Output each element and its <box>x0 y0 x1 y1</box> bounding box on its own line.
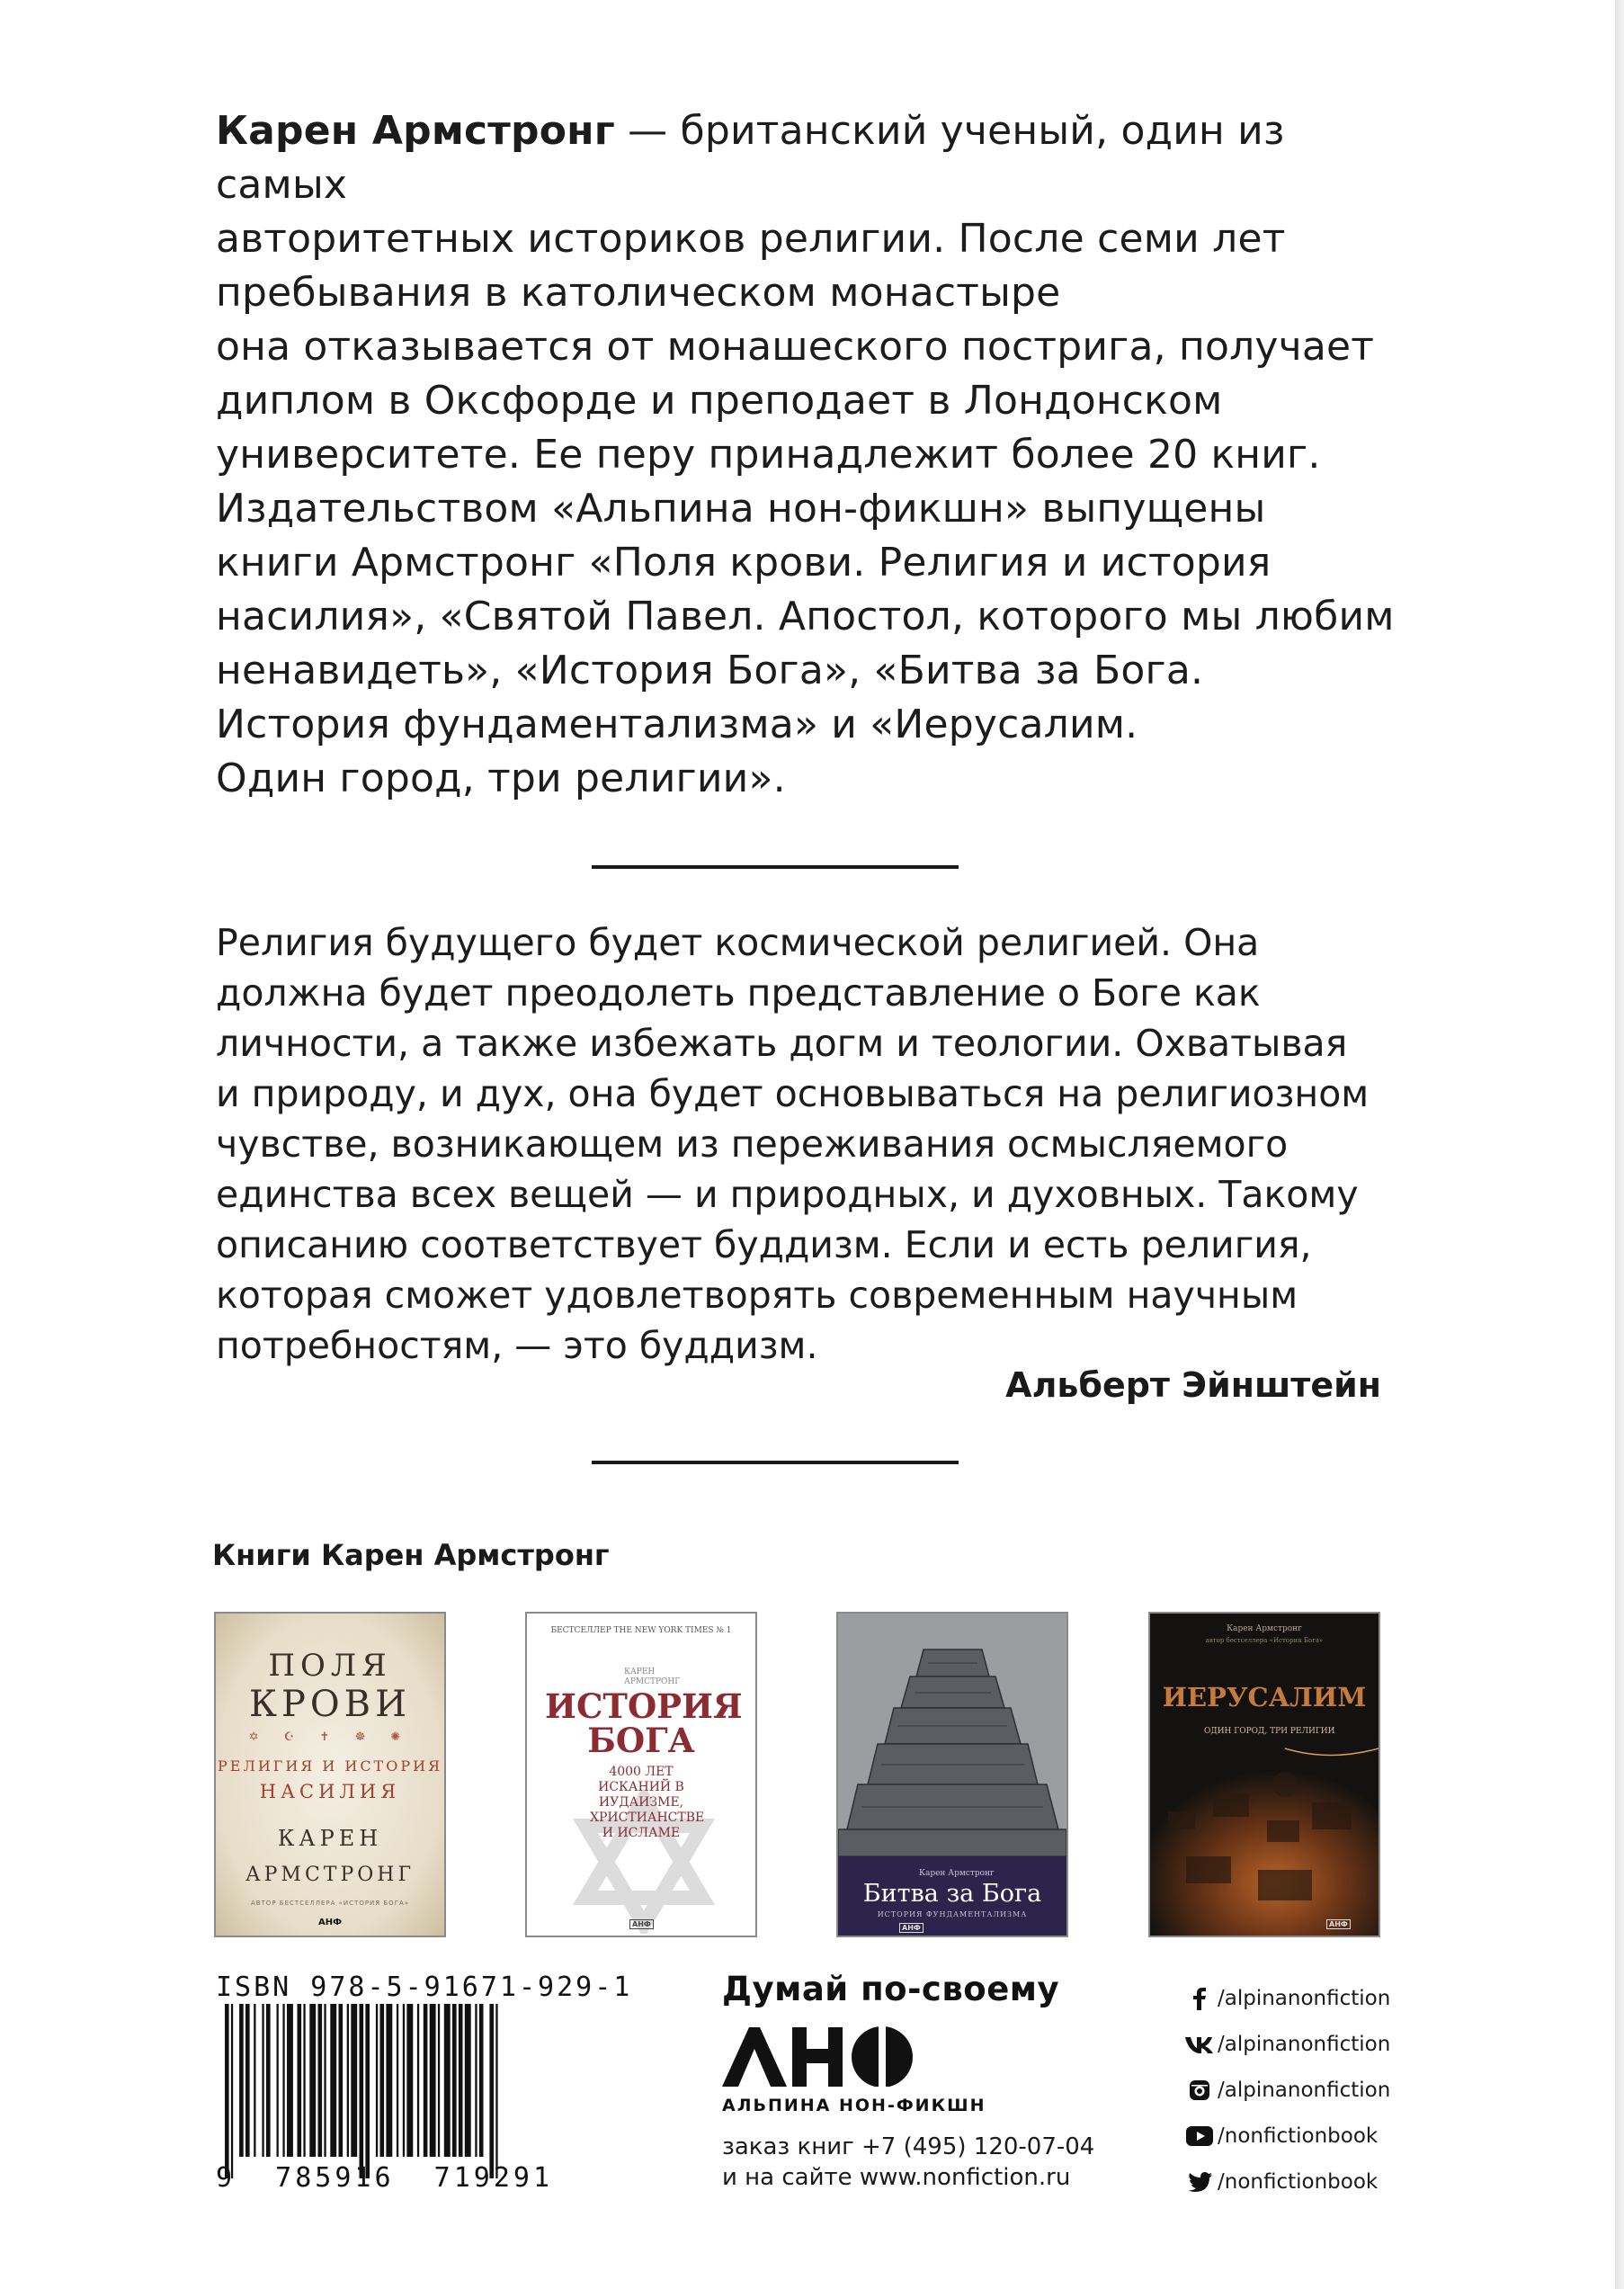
order-phone: заказ книг +7 (495) 120-07-04 <box>722 2133 1095 2160</box>
bio-author-name: Карен Армстронг <box>216 108 615 154</box>
cover-title: Битва за Бога <box>862 1880 1042 1908</box>
barcode-bar <box>239 2004 244 2157</box>
divider-bottom <box>592 1461 959 1464</box>
barcode-bar <box>430 2004 436 2157</box>
book-cover-history-of-god <box>525 1612 757 1937</box>
barcode-bar <box>459 2004 463 2157</box>
quote-line: описанию соответствует буддизм. Если и есть религия, <box>216 1223 1312 1266</box>
bio-line: университете. Ее перу принадлежит более 20 книг. <box>216 432 1321 478</box>
barcode-bar <box>231 2004 233 2178</box>
quote-line: которая сможет удовлетворять современным научным <box>216 1274 1298 1317</box>
barcode-bar <box>266 2004 271 2157</box>
barcode-bar <box>424 2004 428 2157</box>
cover-publisher-logo: АНФ <box>629 1919 654 1929</box>
page-edge <box>1615 0 1624 2289</box>
bio-line: ненавидеть», «История Бога», «Битва за Бога. <box>216 648 1204 693</box>
instagram-icon <box>1185 2078 1214 2103</box>
barcode-bar <box>330 2004 336 2157</box>
barcode-bar <box>303 2004 305 2157</box>
quote-line: личности, а также избежать догм и теологии. Охватывая <box>216 1022 1348 1065</box>
books-heading: Книги Карен Армстронг <box>212 1538 610 1572</box>
barcode-digits: 9 785916 719291 <box>216 2162 554 2194</box>
barcode-bar <box>277 2004 279 2157</box>
barcode-bar <box>262 2004 263 2157</box>
cover-subtitle-line1: РЕЛИГИЯ И ИСТОРИЯ <box>218 1757 442 1775</box>
divider-top <box>592 865 959 869</box>
book-cover-fields-of-blood <box>214 1612 446 1937</box>
barcode-bar <box>282 2004 284 2157</box>
barcode-bar <box>465 2004 471 2157</box>
social-twitter[interactable] <box>1185 2159 1390 2204</box>
quote-line: должна будет преодолеть представление о Боге как <box>216 971 1261 1015</box>
cover-title-line1: ПОЛЯ <box>268 1648 392 1684</box>
barcode-bar <box>347 2004 349 2157</box>
quote-author: Альберт Эйнштейн <box>1005 1365 1381 1405</box>
barcode-bar <box>403 2004 405 2157</box>
isbn-label: ISBN 978-5-91671-929-1 <box>216 1972 633 2003</box>
bio-line: насилия», «Святой Павел. Апостол, которого мы любим <box>216 594 1395 639</box>
cover-note: автор бестселлера «История Бога» <box>1205 1637 1324 1644</box>
barcode-bar <box>406 2004 413 2157</box>
cover-subtitle: 4000 ЛЕТ ИСКАНИЙ В ИУДАИЗМЕ, ХРИСТИАНСТВЕ И ИСЛАМЕ <box>590 1765 705 1840</box>
barcode-bar <box>298 2004 302 2157</box>
cover-title: ИСТОРИЯ БОГА <box>545 1686 743 1760</box>
barcode-bar <box>438 2004 440 2157</box>
bio-line: диплом в Оксфорде и преподает в Лондонском <box>216 378 1223 424</box>
cover-title: ИЕРУСАЛИМ <box>1162 1682 1367 1712</box>
order-info <box>722 2132 1094 2193</box>
cover-subtitle: ИСТОРИЯ ФУНДАМЕНТАЛИЗМА <box>877 1910 1028 1918</box>
cover-author: Карен Армстронг <box>1227 1624 1302 1633</box>
barcode-bar <box>452 2004 457 2157</box>
barcode-bar <box>397 2004 398 2157</box>
social-links <box>1185 1975 1390 2204</box>
cover-publisher-logo: АНФ <box>317 1918 343 1927</box>
quote-line: Религия будущего будет космической религией. Она <box>216 921 1260 964</box>
barcode-bar <box>376 2004 378 2157</box>
twitter-icon <box>1185 2169 1214 2195</box>
barcode-bar <box>365 2004 370 2178</box>
social-facebook[interactable] <box>1185 1975 1390 2021</box>
bio-line: Издательством «Альпина нон-фикшн» выпущены <box>216 486 1266 532</box>
jerusalem-city-illustration <box>1150 1614 1379 1936</box>
bio-first-line: — британский ученый, один из самых <box>216 108 1285 208</box>
author-bio <box>216 104 1412 806</box>
anf-logo-icon <box>722 2024 916 2087</box>
facebook-icon <box>1185 1986 1214 2011</box>
order-website: и на сайте www.nonfiction.ru <box>722 2164 1071 2191</box>
social-handle: /nonfictionbook <box>1218 2124 1379 2148</box>
bio-line: Один город, три религии». <box>216 756 786 801</box>
einstein-quote <box>216 917 1412 1371</box>
barcode-bar <box>351 2004 357 2157</box>
cover-author: КАРЕН АРМСТРОНГ <box>624 1668 681 1686</box>
barcode-bar <box>309 2004 316 2157</box>
cover-author-line1: КАРЕН <box>277 1826 383 1851</box>
bio-line: авторитетных историков религии. После семи лет <box>216 216 1286 262</box>
barcode-bar <box>475 2004 477 2157</box>
bio-line: книги Армстронг «Поля крови. Религия и история <box>216 540 1272 586</box>
bio-line: пребывания в католическом монастыре <box>216 270 1061 316</box>
quote-line: чувстве, возникающем из переживания осмысляемого <box>216 1122 1289 1166</box>
barcode-bar <box>417 2004 419 2157</box>
barcode <box>212 2004 581 2178</box>
bio-line: она отказывается от монашеского пострига, получает <box>216 324 1375 370</box>
youtube-icon <box>1185 2124 1214 2149</box>
publisher-slogan: Думай по-своему <box>722 1970 1060 2008</box>
barcode-bar <box>444 2004 451 2157</box>
book-cover-battle-for-god <box>836 1612 1068 1937</box>
cover-author-line2: АРМСТРОНГ <box>245 1864 415 1886</box>
religion-symbols-icon: ✡ ☪ ✝ ☸ ✺ <box>248 1730 412 1744</box>
cover-subtitle: ОДИН ГОРОД, ТРИ РЕЛИГИИ <box>1204 1727 1335 1736</box>
barcode-bar <box>489 2004 494 2178</box>
vk-icon <box>1185 2032 1214 2057</box>
quote-line: единства всех вещей — и природных, и духовных. Такому <box>216 1173 1359 1216</box>
barcode-bar <box>479 2004 484 2157</box>
social-youtube[interactable] <box>1185 2113 1390 2159</box>
cover-title-line2: КРОВИ <box>249 1684 411 1725</box>
quote-line: и природу, и дух, она будет основываться на религиозном <box>216 1072 1370 1115</box>
tower-of-babel-illustration <box>838 1614 1066 1856</box>
barcode-bar <box>254 2004 255 2157</box>
barcode-bar <box>495 2004 497 2178</box>
social-vk[interactable] <box>1185 2021 1390 2067</box>
social-handle: /alpinanonfiction <box>1218 2032 1391 2056</box>
barcode-bar <box>287 2004 293 2157</box>
cover-subtitle-line2: НАСИЛИЯ <box>259 1781 401 1802</box>
barcode-bar <box>386 2004 392 2157</box>
cover-bestseller-note: БЕСТСЕЛЛЕР THE NEW YORK TIMES № 1 <box>550 1626 732 1635</box>
book-cover-jerusalem <box>1148 1612 1380 1937</box>
publisher-name: АЛЬПИНА НОН-ФИКШН <box>722 2096 986 2115</box>
social-handle: /alpinanonfiction <box>1218 1986 1391 2010</box>
barcode-bar <box>318 2004 323 2157</box>
barcode-bar <box>380 2004 385 2157</box>
social-instagram[interactable] <box>1185 2067 1390 2113</box>
bio-line: История фундаментализма» и «Иерусалим. <box>216 702 1138 747</box>
cover-author: Карен Армстронг <box>919 1869 995 1878</box>
cover-publisher-logo: АНФ <box>1326 1919 1351 1929</box>
social-handle: /alpinanonfiction <box>1218 2078 1391 2102</box>
barcode-bar <box>360 2004 364 2178</box>
barcode-bar <box>339 2004 344 2157</box>
barcode-bar <box>245 2004 250 2157</box>
bio-line <box>216 104 1412 212</box>
barcode-bar <box>324 2004 326 2157</box>
quote-line: потребностям, — это буддизм. <box>216 1324 818 1367</box>
social-handle: /nonfictionbook <box>1218 2169 1379 2194</box>
cover-note: АВТОР БЕСТСЕЛЛЕРА «ИСТОРИЯ БОГА» <box>250 1900 410 1907</box>
barcode-bar <box>225 2004 229 2178</box>
cover-publisher-logo: АНФ <box>899 1923 924 1933</box>
